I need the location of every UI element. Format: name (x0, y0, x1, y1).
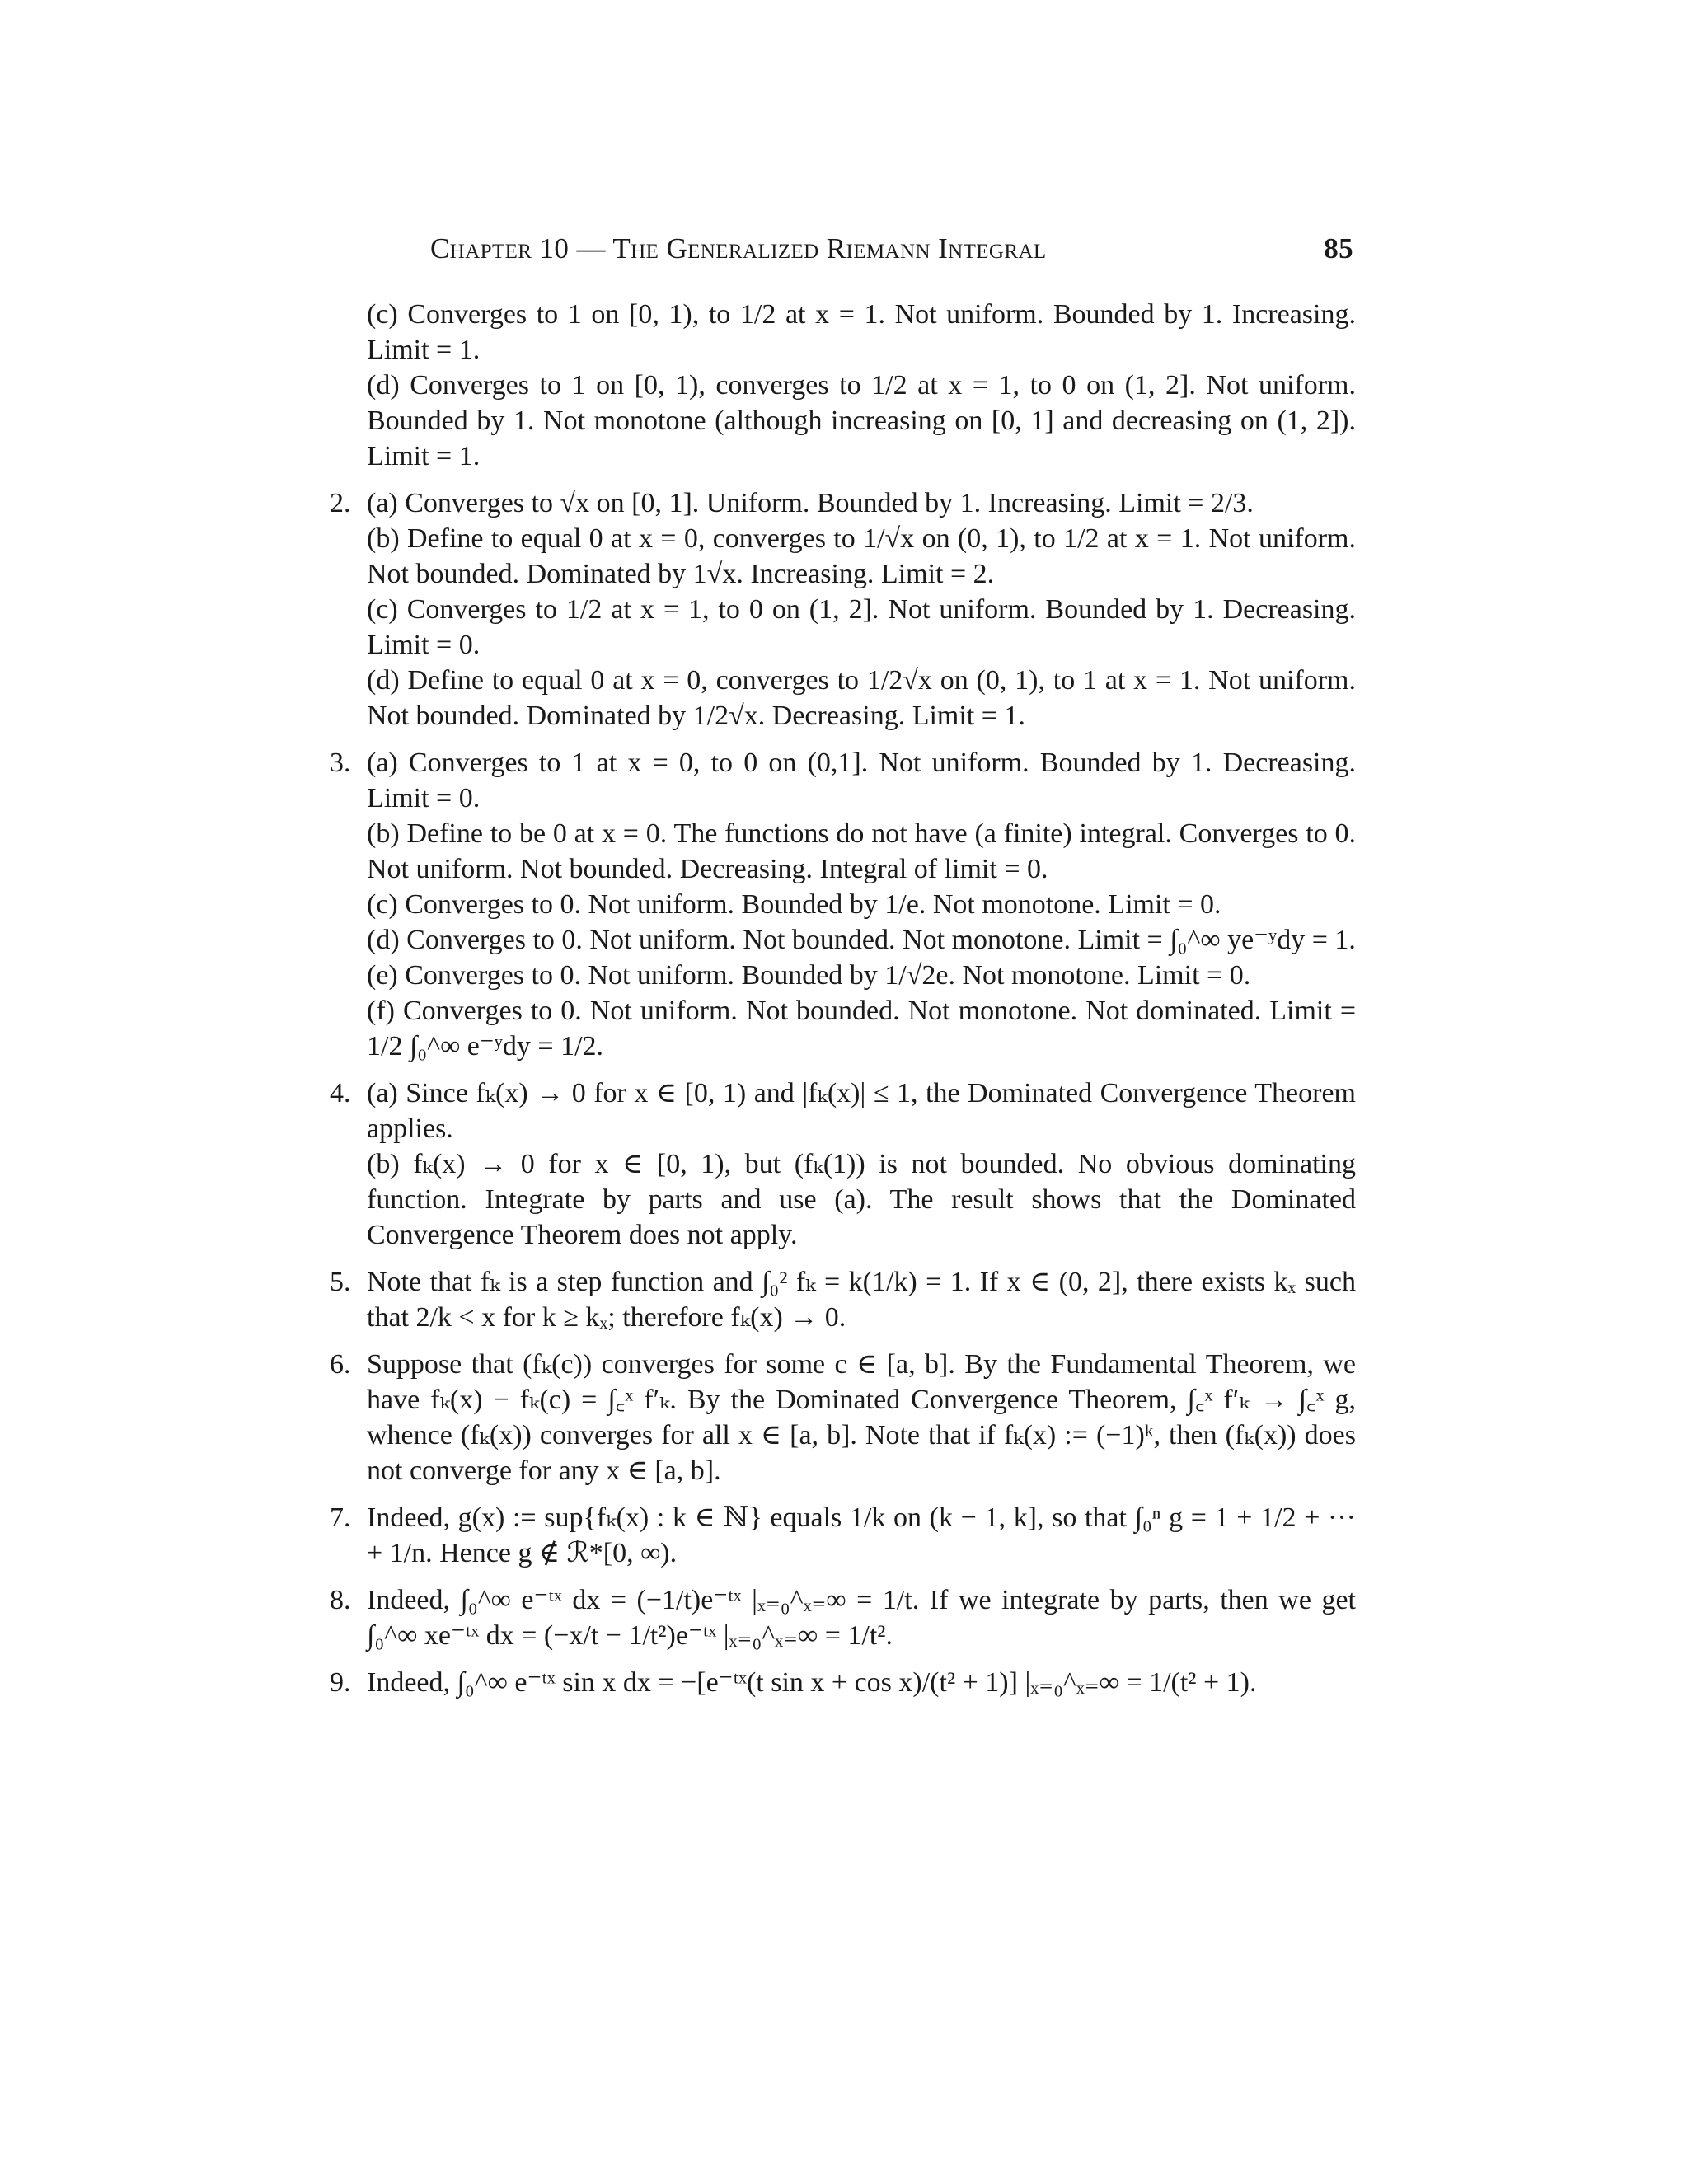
item-part: (b) fₖ(x) → 0 for x ∈ [0, 1), but (fₖ(1)) is not bounded. No obvious dominating function. Integrate by parts and use (a). The result shows that the Dominated Convergence Theorem does not apply. (367, 1149, 1356, 1250)
item-part: (a) Since fₖ(x) → 0 for x ∈ [0, 1) and |fₖ(x)| ≤ 1, the Dominated Convergence Theorem applies. (367, 1078, 1356, 1144)
list-item (330, 1076, 1356, 1253)
running-head (430, 232, 1353, 274)
item-number: 3. (330, 748, 351, 778)
item-part: (b) Define to equal 0 at x = 0, converges to 1/√x on (0, 1), to 1/2 at x = 1. Not uniform. Not bounded. Dominated by 1√x. Increasing. Limit = 2. (367, 523, 1356, 589)
item-number: 4. (330, 1078, 351, 1108)
solutions-list (330, 297, 1356, 1712)
item-part: Indeed, ∫₀^∞ e⁻ᵗˣ dx = (−1/t)e⁻ᵗˣ |ₓ₌₀^ₓ₌∞ = 1/t. If we integrate by parts, then we get ∫₀^∞ xe⁻ᵗˣ dx = (−x/t − 1/t²)e⁻ᵗˣ |ₓ₌₀^ₓ₌∞ = 1/t². (367, 1585, 1356, 1651)
list-item (330, 1665, 1356, 1700)
item-part: Indeed, g(x) := sup{fₖ(x) : k ∈ ℕ} equals 1/k on (k − 1, k], so that ∫₀ⁿ g = 1 + 1/2 + ··· + 1/n. Hence g ∉ ℛ*[0, ∞). (367, 1502, 1356, 1568)
item-part: (d) Converges to 0. Not uniform. Not bounded. Not monotone. Limit = ∫₀^∞ ye⁻ʸdy = 1. (367, 925, 1356, 955)
item-number: 2. (330, 488, 351, 518)
item-number: 5. (330, 1267, 351, 1297)
list-item (330, 297, 1356, 474)
list-item (330, 745, 1356, 1064)
item-part: (c) Converges to 0. Not uniform. Bounded by 1/e. Not monotone. Limit = 0. (367, 889, 1221, 920)
item-number: 6. (330, 1349, 351, 1380)
item-number: 8. (330, 1585, 351, 1615)
list-item (330, 1264, 1356, 1335)
item-part: Suppose that (fₖ(c)) converges for some c ∈ [a, b]. By the Fundamental Theorem, we have fₖ(x) − fₖ(c) = ∫꜀ˣ f′ₖ. By the Dominated Convergence Theorem, ∫꜀ˣ f′ₖ → ∫꜀ˣ g, whence (fₖ(x)) converges for all x ∈ [a, b]. Note that if fₖ(x) := (−1)ᵏ, then (fₖ(x)) does not converge for any x ∈ [a, b]. (367, 1349, 1356, 1486)
item-part: (a) Converges to √x on [0, 1]. Uniform. Bounded by 1. Increasing. Limit = 2/3. (367, 488, 1254, 518)
item-part: (d) Converges to 1 on [0, 1), converges to 1/2 at x = 1, to 0 on (1, 2]. Not uniform. Bounded by 1. Not monotone (although increasing on [0, 1] and decreasing on (1, 2]). Limit = 1. (367, 370, 1356, 471)
list-item (330, 1347, 1356, 1488)
item-part: Note that fₖ is a step function and ∫₀² fₖ = k(1/k) = 1. If x ∈ (0, 2], there exists kₓ such that 2/k < x for k ≥ kₓ; therefore fₖ(x) → 0. (367, 1267, 1356, 1333)
item-part: (a) Converges to 1 at x = 0, to 0 on (0,1]. Not uniform. Bounded by 1. Decreasing. Limit = 0. (367, 748, 1356, 813)
page-number: 85 (1324, 232, 1353, 265)
list-item (330, 485, 1356, 733)
chapter-title: Chapter 10 — The Generalized Riemann Integral (430, 232, 1047, 265)
list-item (330, 1500, 1356, 1571)
item-part: (e) Converges to 0. Not uniform. Bounded by 1/√2e. Not monotone. Limit = 0. (367, 960, 1251, 991)
item-part: (d) Define to equal 0 at x = 0, converges to 1/2√x on (0, 1), to 1 at x = 1. Not uniform. Not bounded. Dominated by 1/2√x. Decreasing. Limit = 1. (367, 665, 1356, 731)
item-part: (c) Converges to 1/2 at x = 1, to 0 on (1, 2]. Not uniform. Bounded by 1. Decreasing. Limit = 0. (367, 594, 1356, 660)
list-item (330, 1582, 1356, 1653)
item-part: (f) Converges to 0. Not uniform. Not bounded. Not monotone. Not dominated. Limit = 1/2 ∫₀^∞ e⁻ʸdy = 1/2. (367, 996, 1356, 1062)
item-part: (b) Define to be 0 at x = 0. The functions do not have (a finite) integral. Converges to 0. Not uniform. Not bounded. Decreasing. Integral of limit = 0. (367, 818, 1356, 884)
item-number: 9. (330, 1667, 351, 1698)
item-number: 7. (330, 1502, 351, 1533)
item-part: Indeed, ∫₀^∞ e⁻ᵗˣ sin x dx = −[e⁻ᵗˣ(t sin x + cos x)/(t² + 1)] |ₓ₌₀^ₓ₌∞ = 1/(t² + 1). (367, 1667, 1257, 1698)
item-part: (c) Converges to 1 on [0, 1), to 1/2 at x = 1. Not uniform. Bounded by 1. Increasing. Limit = 1. (367, 299, 1356, 365)
